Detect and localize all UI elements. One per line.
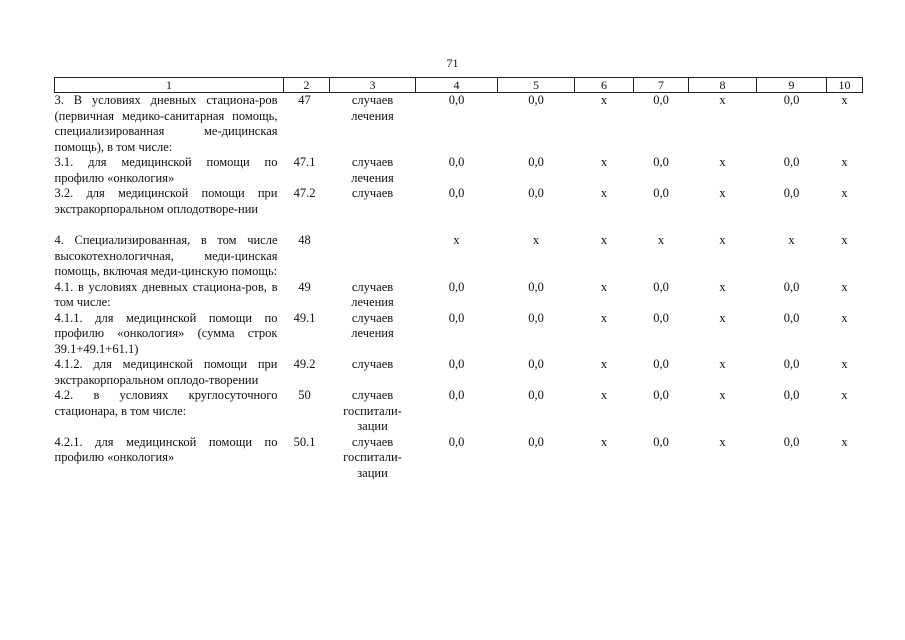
value-cell: х bbox=[600, 279, 608, 294]
value-cell: 0,0 bbox=[783, 186, 800, 200]
value-cell: 0,0 bbox=[653, 388, 669, 402]
value-cell: 0,0 bbox=[653, 357, 669, 371]
value-cell: 0,0 bbox=[448, 310, 465, 325]
column-header: 3 bbox=[330, 78, 416, 93]
value-cell: 0,0 bbox=[783, 155, 800, 169]
value-cell: 0,0 bbox=[783, 279, 800, 294]
row-spacer bbox=[55, 217, 863, 233]
indicator-name-cell: 3.2. для медицинской помощи при экстракорпоральном оплодотворе-нии bbox=[54, 186, 278, 216]
value-cell: 0,0 bbox=[448, 434, 465, 449]
value-cell: х bbox=[532, 233, 540, 247]
indicator-name-cell: 4.2.1. для медицинской помощи по профилю «онкология» bbox=[54, 434, 278, 464]
table-row bbox=[55, 93, 863, 156]
table-row bbox=[55, 233, 863, 280]
value-cell: 0,0 bbox=[653, 310, 669, 325]
value-cell: 0,0 bbox=[448, 279, 465, 294]
value-cell: 0,0 bbox=[448, 357, 465, 371]
row-code-cell: 49.2 bbox=[293, 357, 316, 371]
value-cell: х bbox=[719, 93, 726, 107]
value-cell: х bbox=[453, 233, 460, 247]
unit-cell: случаев лечения bbox=[351, 279, 394, 309]
value-cell: х bbox=[719, 155, 726, 169]
table-row bbox=[55, 280, 863, 311]
value-cell: 0,0 bbox=[653, 279, 669, 294]
value-cell: х bbox=[600, 388, 608, 402]
indicator-name-cell: 4.2. в условиях круглосуточного стационара, в том числе: bbox=[54, 388, 278, 418]
value-cell: 0,0 bbox=[528, 155, 544, 169]
value-cell: х bbox=[841, 186, 848, 200]
value-cell: 0,0 bbox=[528, 388, 544, 402]
table-row bbox=[55, 186, 863, 217]
column-header: 4 bbox=[416, 78, 498, 93]
indicator-name-cell: 4.1. в условиях дневных стациона-ров, в том числе: bbox=[54, 279, 278, 309]
column-header: 2 bbox=[284, 78, 330, 93]
spacer-cell bbox=[55, 217, 863, 233]
value-cell: 0,0 bbox=[653, 93, 669, 107]
value-cell: х bbox=[600, 310, 608, 325]
value-cell: 0,0 bbox=[783, 357, 800, 371]
value-cell: 0,0 bbox=[448, 155, 465, 169]
column-header: 9 bbox=[757, 78, 827, 93]
value-cell: 0,0 bbox=[653, 434, 669, 449]
unit-cell: случаев bbox=[351, 357, 394, 371]
value-cell: х bbox=[719, 233, 726, 247]
unit-cell: случаев госпитали-зации bbox=[343, 434, 402, 480]
table-row bbox=[55, 388, 863, 435]
value-cell: х bbox=[657, 233, 665, 247]
value-cell: х bbox=[600, 186, 608, 200]
value-cell: х bbox=[600, 434, 608, 449]
row-code-cell: 50 bbox=[298, 388, 311, 402]
value-cell: х bbox=[719, 434, 726, 449]
value-cell: х bbox=[841, 155, 848, 169]
table-row bbox=[55, 435, 863, 482]
row-code-cell: 47.1 bbox=[293, 155, 316, 169]
value-cell: х bbox=[600, 93, 608, 107]
value-cell: 0,0 bbox=[783, 93, 800, 107]
unit-cell: случаев госпитали-зации bbox=[343, 388, 402, 433]
row-code-cell: 48 bbox=[298, 233, 311, 247]
indicator-name-cell: 4. Специализированная, в том числе высокотехнологичная, меди-цинская помощь, включая меди-цинскую помощь: bbox=[54, 233, 278, 278]
indicator-name-cell: 4.1.1. для медицинской помощи по профилю «онкология» (сумма строк 39.1+49.1+61.1) bbox=[54, 310, 278, 356]
value-cell: х bbox=[841, 388, 848, 402]
value-cell: х bbox=[841, 233, 848, 247]
value-cell: х bbox=[600, 155, 608, 169]
value-cell: 0,0 bbox=[783, 388, 800, 402]
value-cell: 0,0 bbox=[528, 186, 544, 200]
value-cell: х bbox=[719, 186, 726, 200]
value-cell: 0,0 bbox=[653, 186, 669, 200]
value-cell: 0,0 bbox=[528, 93, 544, 107]
row-code-cell: 49.1 bbox=[293, 310, 316, 325]
indicator-name-cell: 3. В условиях дневных стациона-ров (первичная медико-санитарная помощь, специализированная ме-дицинская помощь), в том числе: bbox=[54, 93, 278, 154]
value-cell: 0,0 bbox=[528, 310, 544, 325]
value-cell: 0,0 bbox=[528, 357, 544, 371]
value-cell: х bbox=[788, 233, 795, 247]
table-row bbox=[55, 155, 863, 186]
unit-cell: случаев лечения bbox=[351, 310, 394, 340]
unit-cell: случаев лечения bbox=[351, 93, 394, 123]
table-row bbox=[55, 311, 863, 358]
value-cell: х bbox=[841, 434, 848, 449]
row-code-cell: 47.2 bbox=[293, 186, 316, 200]
value-cell: 0,0 bbox=[528, 279, 544, 294]
column-header: 7 bbox=[634, 78, 689, 93]
value-cell: 0,0 bbox=[448, 93, 465, 107]
statistics-table bbox=[54, 77, 863, 481]
column-header: 1 bbox=[55, 78, 284, 93]
column-header: 10 bbox=[827, 78, 863, 93]
value-cell: х bbox=[600, 233, 608, 247]
value-cell: х bbox=[600, 357, 608, 371]
column-header: 8 bbox=[689, 78, 757, 93]
table-row bbox=[55, 357, 863, 388]
indicator-name-cell: 4.1.2. для медицинской помощи при экстракорпоральном оплодо-творении bbox=[54, 357, 278, 387]
column-header: 6 bbox=[575, 78, 634, 93]
page-number: 71 bbox=[446, 56, 459, 70]
column-header: 5 bbox=[498, 78, 575, 93]
value-cell: х bbox=[841, 310, 848, 325]
value-cell: 0,0 bbox=[448, 388, 465, 402]
indicator-name-cell: 3.1. для медицинской помощи по профилю «онкология» bbox=[54, 155, 278, 185]
value-cell: 0,0 bbox=[783, 434, 800, 449]
value-cell: х bbox=[841, 279, 848, 294]
row-code-cell: 49 bbox=[298, 279, 311, 294]
row-code-cell: 50.1 bbox=[293, 434, 316, 449]
value-cell: х bbox=[719, 388, 726, 402]
value-cell: х bbox=[719, 357, 726, 371]
value-cell: 0,0 bbox=[783, 310, 800, 325]
value-cell: х bbox=[841, 357, 848, 371]
row-code-cell: 47 bbox=[298, 93, 311, 107]
value-cell: х bbox=[719, 279, 726, 294]
value-cell: 0,0 bbox=[528, 434, 544, 449]
unit-cell: случаев bbox=[351, 186, 394, 200]
unit-cell: случаев лечения bbox=[351, 155, 394, 185]
value-cell: 0,0 bbox=[653, 155, 669, 169]
value-cell: х bbox=[841, 93, 848, 107]
value-cell: х bbox=[719, 310, 726, 325]
column-number-row bbox=[55, 78, 863, 93]
value-cell: 0,0 bbox=[448, 186, 465, 200]
unit-cell bbox=[330, 233, 416, 280]
